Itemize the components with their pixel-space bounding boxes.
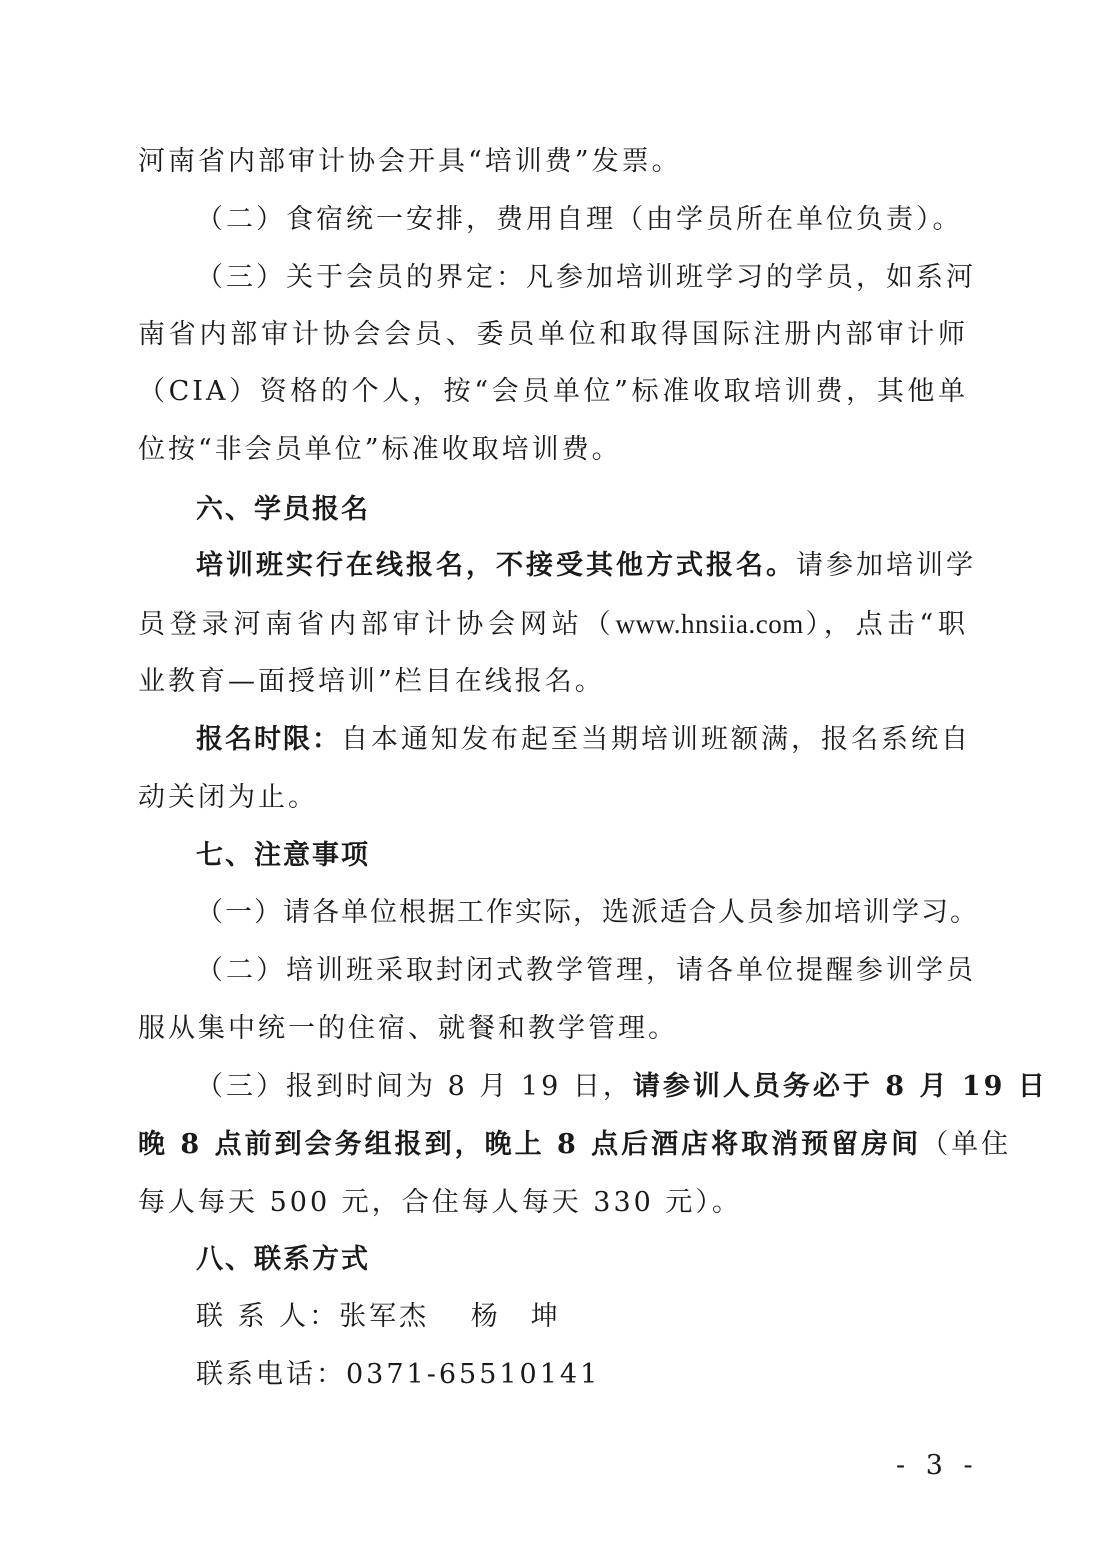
deadline-label: 报名时限： — [196, 724, 341, 755]
contact-phone — [196, 1355, 968, 1395]
website-url: www.hnsiia.com — [615, 609, 804, 639]
deadline-text: 自本通知发布起至当期培训班额满，报名系统自 — [341, 724, 971, 755]
contact-person — [196, 1297, 968, 1337]
paragraph-member-l3: （CIA）资格的个人，按“会员单位”标准收取培训费，其他单 — [138, 376, 968, 407]
note-item-3-l1 — [196, 1067, 1048, 1107]
note-item-3-bold1: 请参训人员务必于 8 月 19 日 — [632, 1071, 1048, 1102]
phone-value: 0371-65510141 — [346, 1359, 601, 1390]
note-item-3-b: （单住 — [921, 1129, 1012, 1160]
page-number: - 3 - — [896, 1450, 979, 1481]
registration-rest: 请参加培训学 — [796, 550, 976, 581]
paragraph-invoice: 河南省内部审计协会开具“培训费”发票。 — [138, 146, 682, 177]
paragraph-member-l2: 南省内部审计协会会员、委员单位和取得国际注册内部审计师 — [138, 319, 968, 350]
section-6-heading: 六、学员报名 — [196, 494, 370, 525]
paragraph-member-l4: 位按“非会员单位”标准收取培训费。 — [138, 434, 622, 465]
note-item-3-l2 — [138, 1125, 1012, 1165]
note-item-2-l2: 服从集中统一的住宿、就餐和教学管理。 — [138, 1013, 678, 1044]
registration-l1 — [196, 546, 976, 586]
note-item-3-bold2: 晚 8 点前到会务组报到，晚上 8 点后酒店将取消预留房间 — [138, 1129, 922, 1160]
deadline-l1 — [196, 720, 971, 760]
note-item-3-a: （三）报到时间为 8 月 19 日， — [196, 1071, 633, 1102]
note-item-2-l1: （二）培训班采取封闭式教学管理，请各单位提醒参训学员 — [196, 955, 976, 986]
phone-label: 联系电话： — [196, 1359, 346, 1390]
note-item-3-l3: 每人每天 500 元，合住每人每天 330 元）。 — [138, 1187, 742, 1218]
contact-value: 张军杰 杨 坤 — [339, 1301, 561, 1332]
section-8-heading: 八、联系方式 — [196, 1244, 370, 1275]
registration-l2 — [138, 604, 968, 644]
paragraph-member-l1: （三）关于会员的界定：凡参加培训班学习的学员，如系河 — [196, 262, 976, 293]
registration-bold: 培训班实行在线报名，不接受其他方式报名。 — [196, 550, 796, 581]
paragraph-accommodation: （二）食宿统一安排，费用自理（由学员所在单位负责）。 — [196, 204, 963, 235]
note-item-1: （一）请各单位根据工作实际，选派适合人员参加培训学习。 — [196, 897, 979, 928]
registration-l3: 业教育—面授培训”栏目在线报名。 — [138, 666, 605, 697]
contact-label: 联 系 人： — [196, 1301, 340, 1332]
deadline-l2: 动关闭为止。 — [138, 782, 318, 813]
registration-l2b: ），点击“职 — [803, 609, 968, 640]
section-7-heading: 七、注意事项 — [196, 840, 370, 871]
registration-l2a: 员登录河南省内部审计协会网站（ — [138, 609, 616, 640]
